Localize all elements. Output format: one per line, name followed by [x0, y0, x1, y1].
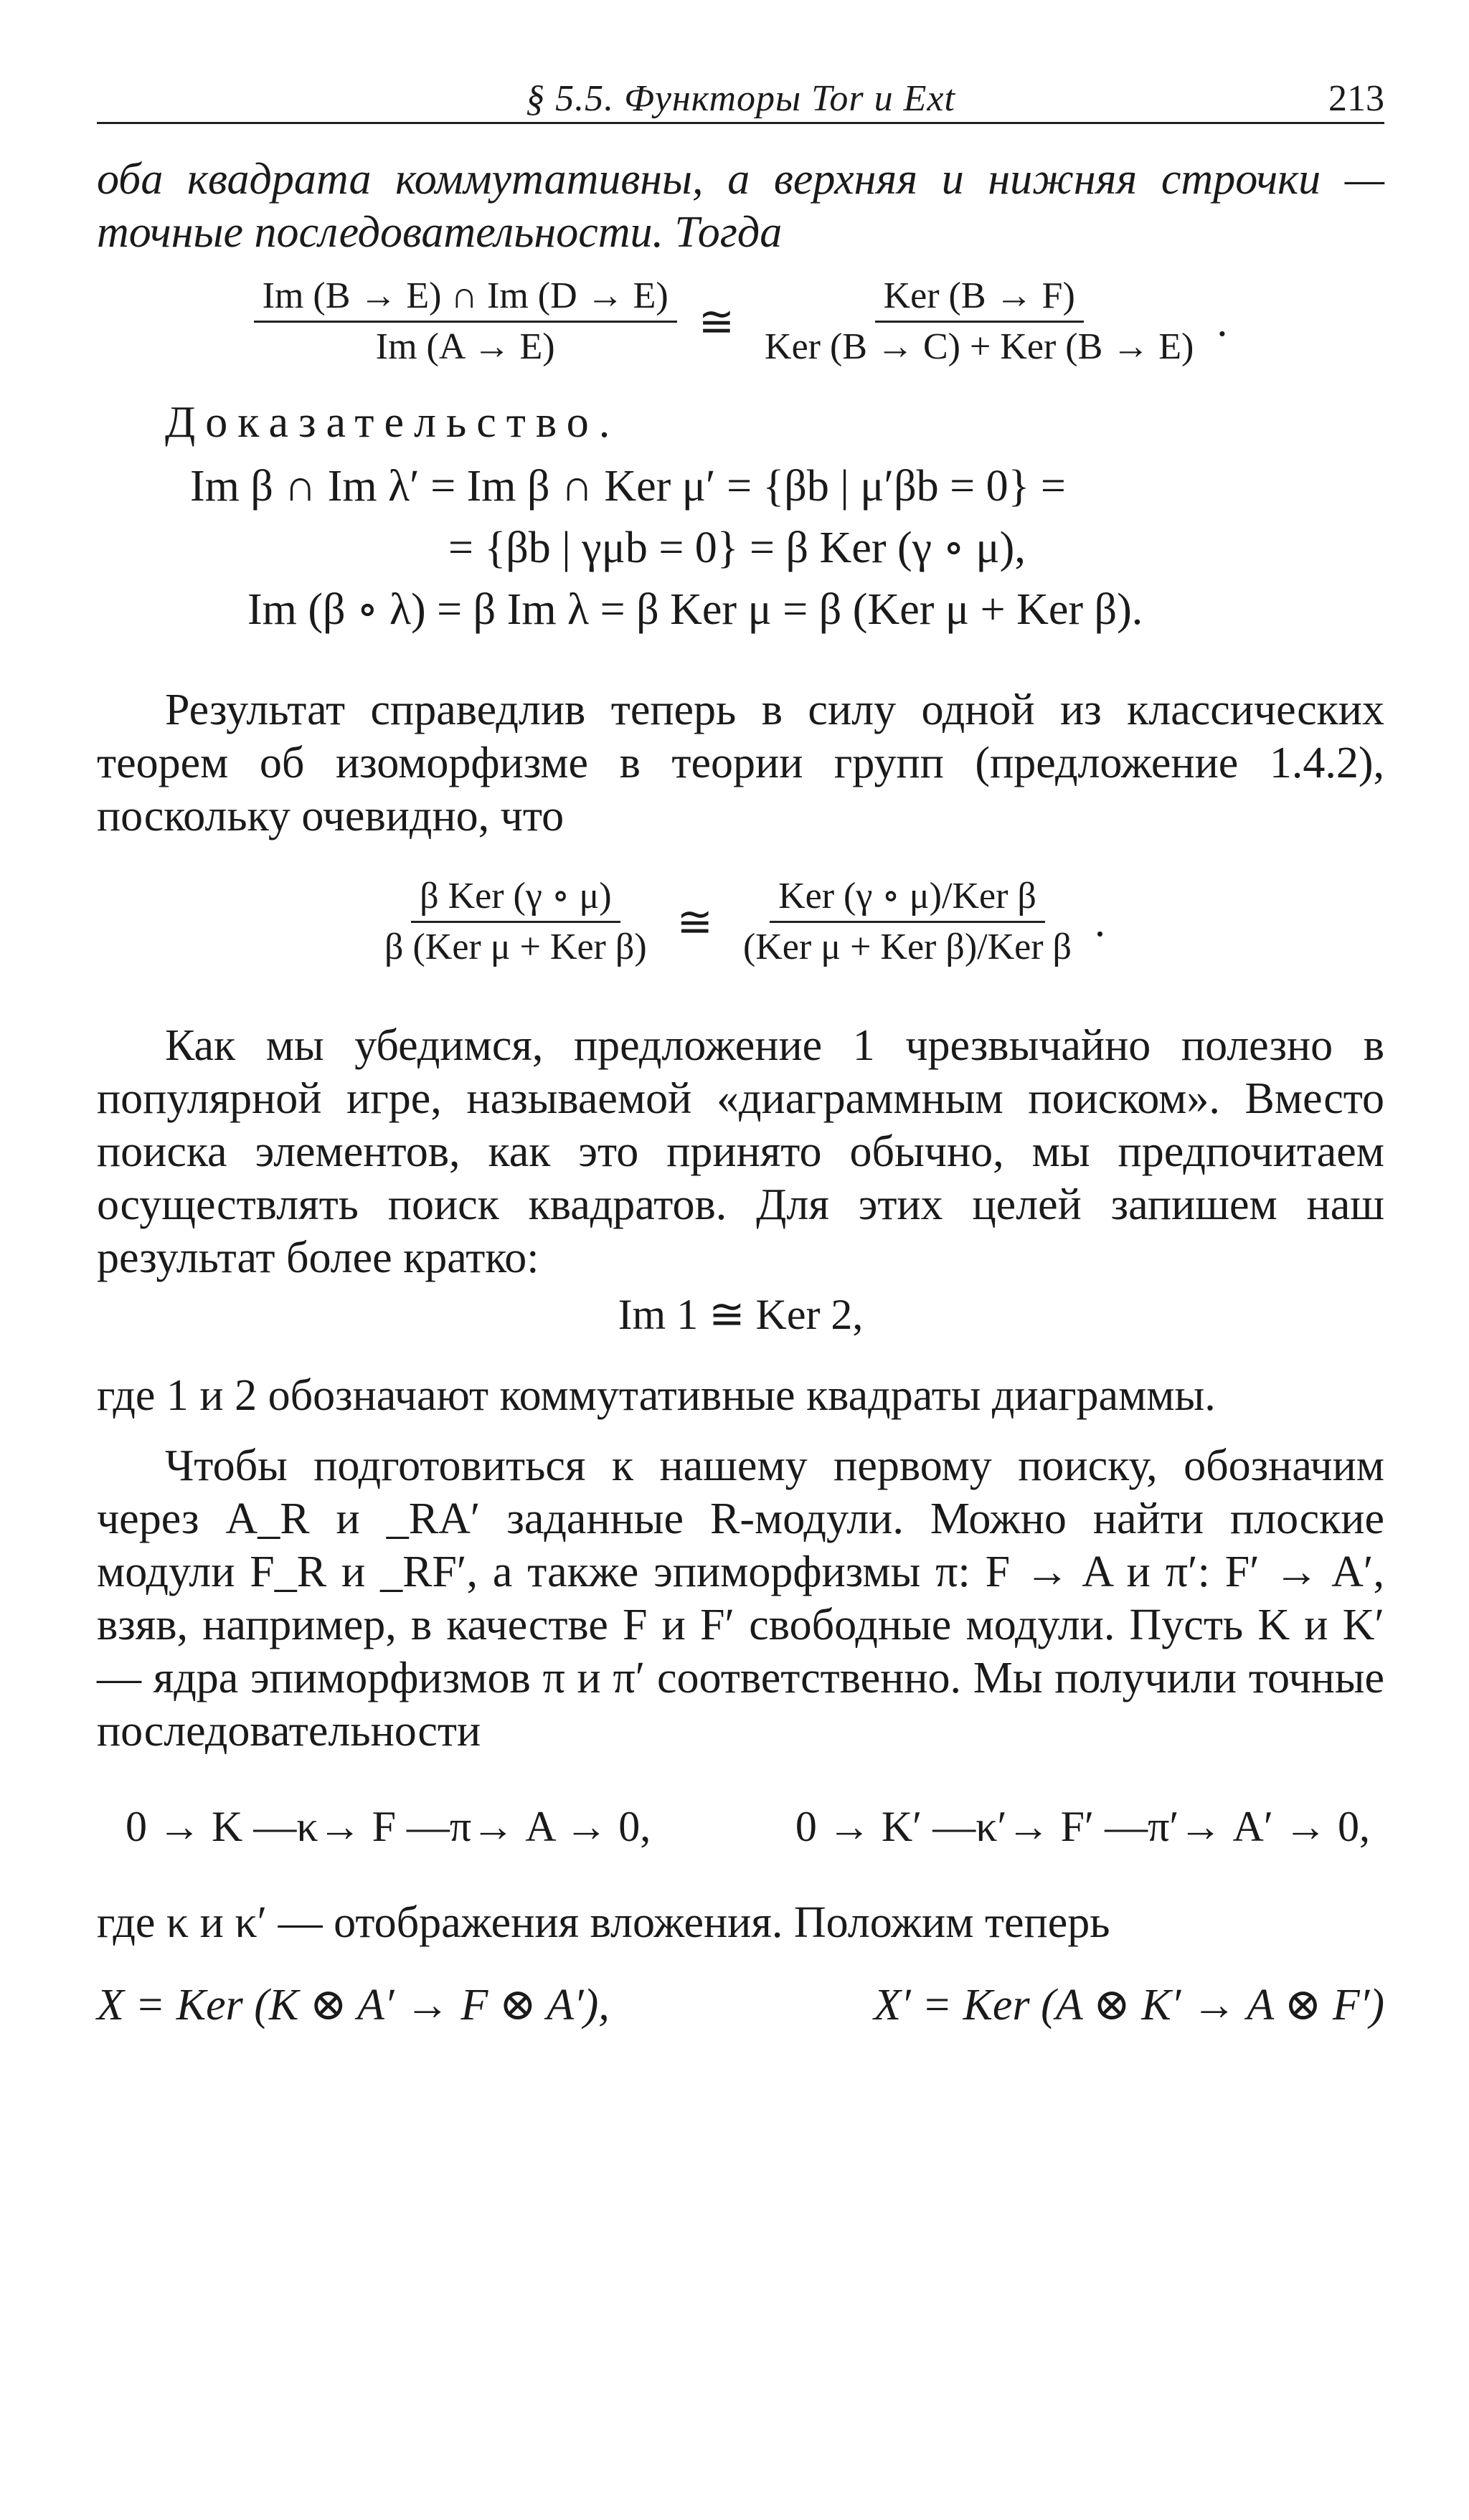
lhs-fraction-2 [376, 875, 656, 969]
proof-line-1: Im β ∩ Im λ′ = Im β ∩ Ker μ′ = {βb | μ′βb = 0} = [190, 462, 1066, 511]
rhs-fraction [756, 275, 1202, 369]
kappa-paragraph: где κ и κ′ — отображения вложения. Положим теперь [97, 1898, 1110, 1947]
diagram-search-paragraph: Как мы убедимся, предложение 1 чрезвычайно полезно в популярной игре, называемой «диаграммным поиском». Вместо поиска элементов, как это принято обычно, мы предпочитаем осуществлять поиск квадратов. Для этих целей запишем наш результат более кратко: [97, 1021, 1384, 1282]
iso-sign-2: ≅ [676, 898, 713, 946]
x-definitions [97, 1978, 1384, 2031]
isomorphism-formula-2 [97, 875, 1384, 969]
rhs-denominator-2: (Ker μ + Ker β)/Ker β [742, 927, 1072, 967]
page-header [97, 43, 1384, 124]
lhs-numerator: Im (B → E) ∩ Im (D → E) [254, 275, 677, 323]
rhs-numerator-2: Ker (γ ∘ μ)/Ker β [770, 875, 1045, 923]
result-paragraph: Результат справедлив теперь в силу одной из классических теорем об изоморфизме в теории групп (предложение 1.4.2), поскольку очевидно, что [97, 686, 1384, 840]
lhs-denominator: Im (A → E) [375, 326, 555, 367]
proof-chain [97, 455, 1384, 640]
page-number: 213 [1328, 78, 1384, 119]
proof-line-3: Im (β ∘ λ) = β Im λ = β Ker μ = β (Ker μ + Ker β). [247, 585, 1143, 634]
proof-label: Доказательство. [165, 398, 620, 447]
rhs-denominator: Ker (B → C) + Ker (B → E) [765, 326, 1194, 367]
formula-period-2: . [1094, 898, 1105, 945]
running-head: § 5.5. Функторы Tor и Ext [526, 78, 955, 119]
short-form-formula: Im 1 ≅ Ker 2, [618, 1291, 864, 1338]
formula-period: . [1217, 298, 1228, 345]
exact-sequence-1: 0 → K —κ→ F —π→ A → 0, [126, 1803, 651, 1850]
lhs-numerator-2: β Ker (γ ∘ μ) [411, 875, 620, 923]
lhs-fraction [254, 275, 677, 369]
prepare-paragraph: Чтобы подготовиться к нашему первому поиску, обозначим через A_R и _RA′ заданные R-модули. Можно найти плоские модули F_R и _RF′, а также эпиморфизмы π: F → A и π′: F′ → A′, взяв, например, в качестве F и F′ свободные модули. Пусть K и K′ — ядра эпиморфизмов π и π′ соответственно. Мы получили точные последовательности [97, 1441, 1384, 1756]
intro-paragraph: оба квадрата коммутативны, а верхняя и нижняя строчки — точные последовательности. Тогда [97, 155, 1384, 257]
iso-sign: ≅ [698, 298, 735, 346]
x-definition: X = Ker (K ⊗ A′ → F ⊗ A′), [97, 1981, 610, 2029]
rhs-numerator: Ker (B → F) [875, 275, 1084, 323]
x-prime-definition: X′ = Ker (A ⊗ K′ → A ⊗ F′) [874, 1981, 1384, 2029]
where-paragraph: где 1 и 2 обозначают коммутативные квадраты диаграммы. [97, 1371, 1216, 1420]
rhs-fraction-2 [734, 875, 1080, 969]
exact-sequences [97, 1802, 1384, 1852]
isomorphism-formula-1 [97, 275, 1384, 369]
proof-line-2: = {βb | γμb = 0} = β Ker (γ ∘ μ), [448, 524, 1026, 572]
lhs-denominator-2: β (Ker μ + Ker β) [384, 927, 647, 967]
exact-sequence-2: 0 → K′ —κ′→ F′ —π′→ A′ → 0, [795, 1803, 1370, 1850]
book-page [97, 43, 1384, 2031]
